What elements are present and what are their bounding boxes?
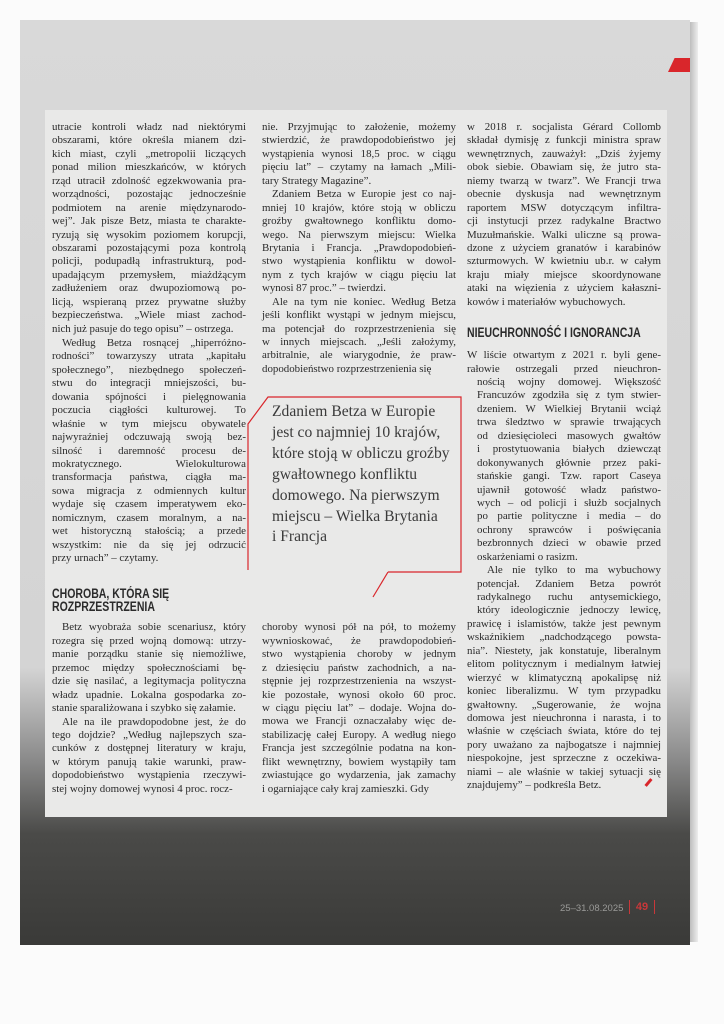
text-line: Zdaniem Betza w Europie jest co naj- bbox=[272, 188, 456, 201]
text-line: składał dymisję z funkcji ministra spraw bbox=[467, 134, 661, 147]
text-line: ujawnił gotowość władz państwo- bbox=[477, 483, 661, 496]
text-line: niespokojne, jest sprzeczne z oczekiwa- bbox=[467, 752, 661, 765]
heading-line: CHOROBA, KTÓRA SIĘ bbox=[52, 586, 170, 602]
text-line: Ale na tym nie koniec. Według Betza bbox=[272, 295, 456, 308]
text-line: wierzyć w klimatyczną apokalipsę niż bbox=[467, 671, 661, 684]
text-line: z dziesięciu państw zachodnich, a na- bbox=[262, 661, 456, 674]
text-line: oskarżeniami o rasizm. bbox=[477, 550, 578, 563]
text-line: manie porządku stanie się niemożliwe, bbox=[52, 648, 246, 661]
text-line: od dziesięcioleci masowych gwałtów bbox=[477, 429, 661, 442]
text-line: i ogarniające cały kraj zamieszki. Gdy bbox=[262, 782, 429, 795]
text-line: stwo wystąpienia konfliktu w dowol- bbox=[262, 255, 456, 268]
text-line: groźby gwałtownego konfliktu domo- bbox=[262, 215, 456, 228]
text-line: podmiotem na arenie międzynarodo- bbox=[52, 201, 246, 214]
text-line: dzeniem. W Wielkiej Brytanii wciąż bbox=[477, 402, 661, 415]
text-line: i prostytuowania białych dziewcząt bbox=[477, 443, 661, 456]
text-line: koniec liberalizmu. W tym przypadku bbox=[467, 685, 661, 698]
text-line: Według Betza rosnącej „hiperróżno- bbox=[62, 337, 246, 349]
text-line: nością wojny domowej. Większość bbox=[477, 376, 661, 388]
text-line: zadłużeniem oraz dwupoziomową po- bbox=[52, 282, 246, 295]
text-line: utracie kontroli władz nad niektórymi bbox=[52, 121, 246, 133]
text-line: stwu do integracji mniejszości, bu- bbox=[52, 377, 246, 390]
text-line: właśnie w tym miejscu obywatele bbox=[52, 417, 246, 430]
text-line: ochrony sprawców i poświęcania bbox=[477, 523, 661, 536]
text-line: właśnie w częściach świata, które do tej bbox=[467, 725, 661, 738]
text-line: nich już pasuje do tego opisu” – ostrzega. bbox=[52, 322, 234, 335]
text-line: dzie się nasilać, a legitymacja polityczna bbox=[52, 675, 246, 688]
text-line: dzone z użyciem granatów i karabinów bbox=[467, 241, 661, 254]
heading-line: NIEUCHRONNOŚĆ I IGNORANCJA bbox=[467, 325, 641, 341]
text-line: rozegra się przed wojną domową: utrzy- bbox=[52, 634, 246, 647]
text-line: Ale na ile prawdopodobne jest, że do bbox=[62, 715, 246, 728]
text-line: bezbronnych dzieci w obawie przed bbox=[477, 537, 661, 550]
text-line: poczucia ciągłości kulturowej. To bbox=[52, 404, 246, 417]
text-line: władz upadnie. Lokalna gospodarka zo- bbox=[52, 688, 246, 701]
text-line: w 2018 r. socjalista Gérard Collomb bbox=[467, 121, 661, 133]
text-line: wet historyczną stałością; a przede bbox=[52, 525, 246, 538]
text-line: arbitralnie, ale wiarygodnie, że praw- bbox=[262, 349, 456, 362]
text-line: szturmowych. W kwietniu ub.r. w całym bbox=[467, 255, 661, 268]
text-line: mokratycznego. Wielokulturowa bbox=[52, 457, 246, 470]
text-line: znajdujemy” – podkreśla Betz. bbox=[467, 779, 602, 792]
text-line: sowa migracja z odmiennych kultur bbox=[52, 484, 246, 497]
text-line: stwierdzić, że prawdopodobieństwo jej bbox=[262, 134, 456, 147]
text-line: transformacja państwa, ciągła ma- bbox=[52, 471, 246, 484]
text-line: wynosi 87 proc.” – twierdzi. bbox=[262, 282, 387, 295]
text-line: ma potencjał do rozprzestrzenienia się bbox=[262, 322, 456, 335]
text-line: nie. Przyjmując to założenie, możemy bbox=[262, 121, 456, 133]
text-line: przy urnach” – czytamy. bbox=[52, 552, 159, 564]
text-line: nym z tych krajów w ciągu pięciu lat bbox=[262, 268, 456, 281]
pullquote bbox=[272, 402, 457, 548]
text-line: w ciągu pięciu lat” – dodaje. Wojna do- bbox=[262, 701, 456, 714]
text-line: nomicznym, czasem moralnym, a na- bbox=[52, 511, 246, 524]
text-line: pory uważano za najbogatsze i najmniej bbox=[467, 738, 661, 751]
text-line: silność i daremność procesu de- bbox=[52, 444, 246, 457]
text-line: jeśli konflikt wystąpi w jednym miejscu, bbox=[262, 309, 456, 322]
text-line: mniej 10 krajów, które stoją w obliczu bbox=[262, 201, 456, 214]
text-line: flikt wewnętrzny, bowiem wystąpiły tam bbox=[262, 755, 456, 768]
text-line: ryzują się wysokim poziomem korupcji, bbox=[52, 228, 246, 241]
text-line: Francuzów zgodziła się z tym stwier- bbox=[477, 389, 661, 402]
text-line: kie pozostałe, wynosi około 60 proc. bbox=[262, 688, 456, 701]
pullquote-line: domowego. Na pierwszym bbox=[272, 486, 440, 504]
text-line: upadającym przemysłem, miażdżącym bbox=[52, 268, 246, 281]
issue-date: 25–31.08.2025 bbox=[560, 903, 624, 914]
text-line: radykalnego ruchu antysemickiego, bbox=[477, 591, 661, 603]
heading-line: ROZPRZESTRZENIA bbox=[52, 599, 155, 615]
text-line: w którym panują takie warunki, praw- bbox=[52, 755, 246, 768]
text-line: Muzułmańskie. Walki uliczne są prowa- bbox=[467, 228, 661, 241]
pullquote-line: gwałtownego konfliktu bbox=[272, 465, 418, 483]
text-line: potencjał. Zdaniem Betza powrót bbox=[477, 577, 661, 590]
text-line: domowa jest nieuchronna i narasta, i to bbox=[467, 711, 661, 724]
text-line: niemy twarzą w twarz”. We Francji trwa bbox=[467, 174, 661, 187]
text-line: tary Strategy Magazine”. bbox=[262, 174, 372, 187]
text-line: licją, wspieraną przez prywatne służby bbox=[52, 295, 246, 308]
pullquote-line: i Francja bbox=[272, 528, 327, 546]
text-line: stanie sparaliżowana i szybko się załamie. bbox=[52, 702, 236, 715]
text-line: dopodobieństwo wystąpienia rzeczywi- bbox=[52, 769, 246, 782]
text-line: prawicę i islamistów, także jest pewnym bbox=[467, 617, 661, 630]
text-line: obszarami pozostającymi poza kontrolą bbox=[52, 241, 246, 254]
text-line: cji instytucji przez radykalne Bractwo bbox=[467, 215, 661, 228]
text-line: Brytania i Francja. „Prawdopodobień- bbox=[262, 241, 456, 254]
text-line: elitom politycznym i medialnym łatwiej bbox=[467, 658, 661, 671]
text-line: ponad milion mieszkańców, w których bbox=[52, 161, 246, 174]
text-line: rałowie ostrzegali przed nieuchron- bbox=[467, 362, 661, 375]
text-line: wego. Na pierwszym miejscu: Wielka bbox=[262, 228, 456, 241]
text-line: w innych miejscach. „Jeśli założymy, bbox=[262, 336, 456, 348]
text-line: wej”. Jak pisze Betz, miasta te charakte- bbox=[52, 215, 246, 228]
pullquote-line: jest co najmniej 10 krajów, bbox=[272, 423, 441, 441]
text-line: dopodobieństwo rozprzestrzenienia się bbox=[262, 362, 432, 375]
text-line: bezpieczeństwa. „Wiele miast zachod- bbox=[52, 309, 246, 322]
text-line: stwo wystąpienia choroby w jednym bbox=[262, 648, 456, 661]
text-line: tego dojdzie? „Według najlepszych sza- bbox=[52, 728, 246, 741]
text-line: policji, podupadłą infrastrukturą, pod- bbox=[52, 255, 246, 268]
text-line: najwyraźniej odczuwają swoją bez- bbox=[52, 431, 246, 444]
text-line: obecnie dyskusja nad wewnętrznym bbox=[467, 188, 661, 201]
text-line: kich miast, czyli „metropolii liczących bbox=[52, 147, 246, 160]
text-line: wewnętrznych, zauważył: „Dziś żyjemy bbox=[467, 147, 661, 160]
text-line: wskaźnikiem „nadchodzącego powsta- bbox=[467, 631, 661, 644]
text-line: pięciu lat” – czytamy na łamach „Mili- bbox=[262, 161, 456, 174]
text-line: rodności” towarzyszy utrata „kapitału bbox=[52, 350, 246, 363]
text-line: zwiastujące go wydarzenia, jak zamachy bbox=[262, 769, 456, 782]
text-line: cunków z dostępnej literatury w kraju, bbox=[52, 742, 246, 755]
text-line: stańskie gangi. Tzw. raport Caseya bbox=[477, 470, 661, 483]
text-line: stabilizację całej Europy. A według niego bbox=[262, 728, 456, 741]
text-line: Ale nie tylko to ma wybuchowy bbox=[487, 564, 661, 577]
text-line: społecznego”, niezbędnego społeczeń- bbox=[52, 363, 246, 376]
pullquote-line: miejscu – Wielka Brytania bbox=[272, 507, 438, 525]
text-line: który ideologicznie jednoczy lewicę, bbox=[477, 604, 661, 617]
text-line: raportem MSW dotyczącym infiltra- bbox=[467, 201, 661, 214]
text-line: rząd utracił zdolność egzekwowania pra- bbox=[52, 174, 246, 187]
pullquote-line: które stoją w obliczu groźby bbox=[272, 444, 450, 462]
text-line: wystąpienia wynosi 18,5 proc. w ciągu bbox=[262, 147, 456, 160]
text-line: obok siebie. Obawiam się, że jutro sta- bbox=[467, 161, 661, 174]
text-line: wszystkim: nie da się jej odrzucić bbox=[52, 538, 246, 551]
text-line: worządności, pozostając jednocześnie bbox=[52, 188, 246, 201]
text-line: stępnie jej rozprzestrzenienia na wszyst- bbox=[262, 675, 456, 688]
text-line: stej wojny domowej wynosi 4 proc. rocz- bbox=[52, 782, 233, 795]
text-line: Betz wyobraża sobie scenariusz, który bbox=[62, 621, 246, 634]
text-line: nia”. Niestety, jak konstatuje, liberalnym bbox=[467, 644, 661, 657]
text-line: wydaje się czasem imperatywem eko- bbox=[52, 498, 246, 511]
text-line: ataki na więzienia z użyciem kałaszni- bbox=[467, 282, 661, 295]
text-line: wych – od policji i służb socjalnych bbox=[477, 496, 661, 509]
text-line: mowa we Francji oznaczałaby więc de- bbox=[262, 715, 456, 728]
text-line: kowów i materiałów wybuchowych. bbox=[467, 295, 626, 308]
text-line: choroby wynosi pół na pół, to możemy bbox=[262, 621, 456, 634]
text-line: po partie polityczne i media – do bbox=[477, 510, 661, 523]
text-line: trwa śledztwo w sprawie trwających bbox=[477, 416, 661, 429]
page-number: 49 bbox=[629, 900, 655, 914]
text-line: wywnioskować, że prawdopodobień- bbox=[262, 634, 456, 647]
pullquote-line: Zdaniem Betza w Europie bbox=[272, 403, 436, 420]
text-line: obszarami, które określa mianem dzi- bbox=[52, 134, 246, 147]
text-line: dowania spójności i pielęgnowania bbox=[52, 390, 246, 403]
text-line: dokonywanych głównie przez paki- bbox=[477, 456, 661, 469]
text-line: Francja jest szczególnie podatna na kon- bbox=[262, 742, 456, 755]
text-line: W liście otwartym z 2021 r. byli gene- bbox=[467, 349, 661, 362]
text-line: gwałtowny. „Sugerowanie, że wojna bbox=[467, 698, 661, 711]
text-line: niami – ale właśnie w takiej sytuacji się bbox=[467, 765, 661, 778]
text-line: kraju miały miejsce skoordynowane bbox=[467, 268, 661, 281]
text-line: przemoc między społecznościami bę- bbox=[52, 661, 246, 674]
